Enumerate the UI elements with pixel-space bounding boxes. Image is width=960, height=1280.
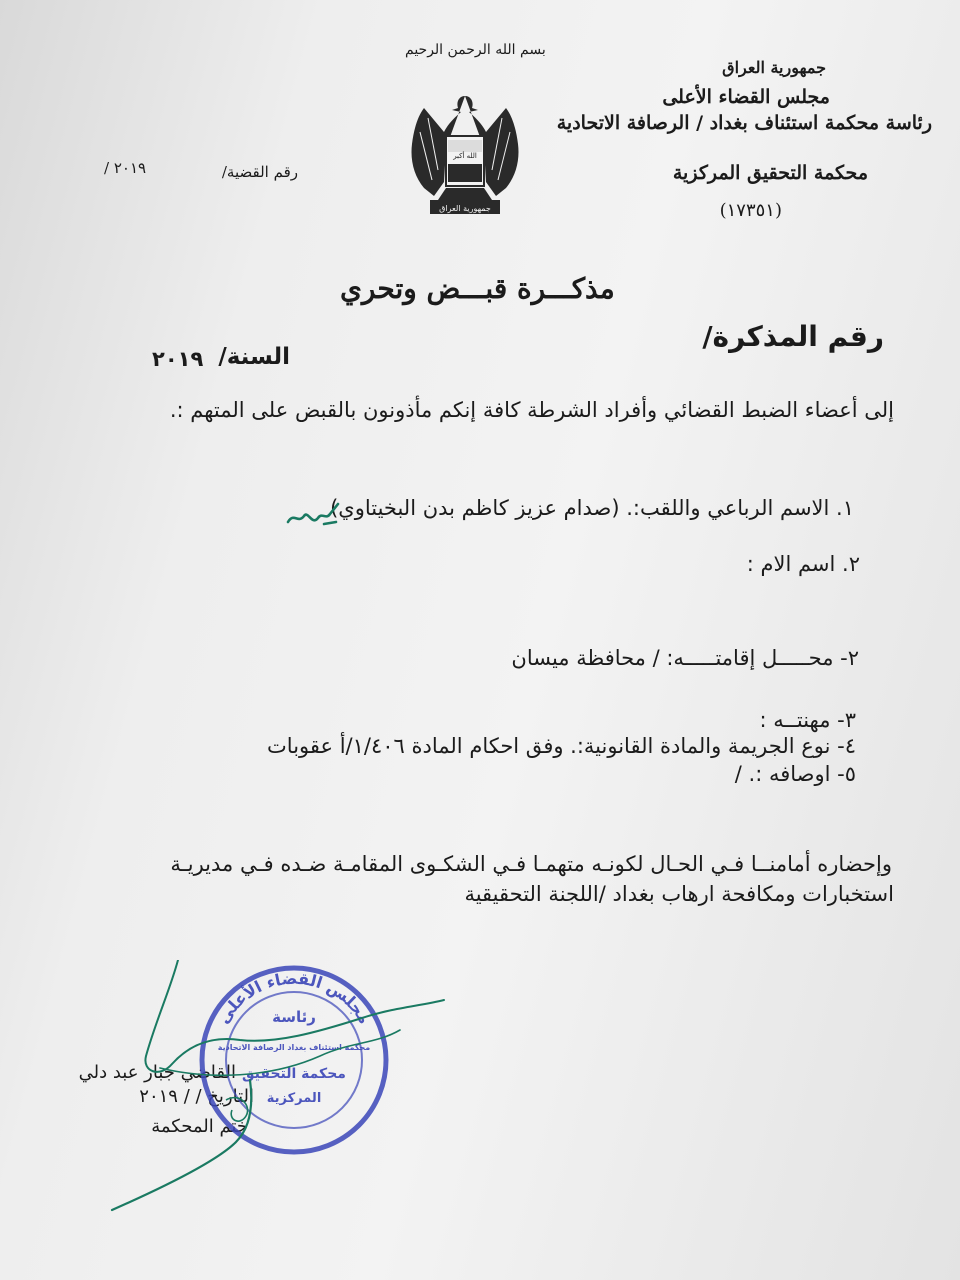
stamp-outer-text: مجلس القضاء الأعلى xyxy=(213,968,375,1028)
document-title: مذكـــرة قبـــض وتحري xyxy=(340,272,615,305)
stamp-line-3: محكمة التحقيق xyxy=(242,1066,346,1082)
header-investigation-court: محكمة التحقيق المركزية xyxy=(672,162,868,184)
header-country: جمهورية العراق xyxy=(722,58,826,77)
field-mother-name: ٢. اسم الام : xyxy=(746,552,860,576)
stamp-line-4: المركزية xyxy=(266,1091,322,1106)
handwritten-initials xyxy=(284,498,344,532)
header-court-number: (١٧٣٥١) xyxy=(719,200,782,221)
iraq-eagle-emblem xyxy=(404,88,526,218)
stamp-line-2: محكمة استئناف بغداد الرصافة الاتحادية xyxy=(217,1043,371,1052)
year-label: السنة/ xyxy=(218,344,290,370)
field-residence: ٢- محـــــل إقامتـــــه: / محافظة ميسان xyxy=(511,646,859,670)
case-number-label: رقم القضية/ xyxy=(221,163,298,181)
emblem-top-text: الله أكبر xyxy=(453,152,477,160)
closing-line-2: استخبارات ومكافحة ارهاب بغداد /اللجنة التحقيقية xyxy=(464,882,894,906)
basmala: بسم الله الرحمن الرحيم xyxy=(405,42,546,58)
stamp-line-1: رئاسة xyxy=(272,1008,316,1026)
court-seal-label: ختم المحكمة xyxy=(151,1116,248,1137)
judge-signature xyxy=(100,960,460,1220)
field-crime-type: ٤- نوع الجريمة والمادة القانونية:. وفق احكام المادة ١/٤٠٦/أ عقوبات xyxy=(267,734,856,758)
memo-number-label: رقم المذكرة/ xyxy=(702,320,884,353)
header-council: مجلس القضاء الأعلى xyxy=(662,86,830,108)
emblem-bottom-text: جمهورية العراق xyxy=(439,204,491,213)
intro-line: إلى أعضاء الضبط القضائي وأفراد الشرطة كافة إنكم مأذونون بالقبض على المتهم :. xyxy=(169,398,894,422)
year-value: ٢٠١٩ xyxy=(152,347,204,371)
field-description: ٥- اوصافه :. / xyxy=(734,762,856,786)
closing-line: وإحضاره أمامنــا فـي الحـال لكونـه متهمـا فـي الشكـوى المقامـة ضـده فـي مديريـة xyxy=(170,852,892,876)
field-full-name: ١. الاسم الرباعي واللقب:. (صدام عزيز كاظم بدن البخيتاوي) xyxy=(330,496,854,520)
header-appeal-court: رئاسة محكمة استئناف بغداد / الرصافة الاتحادية xyxy=(556,112,932,134)
judge-name: القاضي جبار عبد دلي xyxy=(78,1062,236,1083)
case-number-value: / ٢٠١٩ xyxy=(104,159,147,177)
signature-date: التاريخ / / ٢٠١٩ xyxy=(139,1086,254,1107)
initials-text: تقدم xyxy=(314,528,316,529)
field-profession: ٣- مهنتــه : xyxy=(759,708,856,732)
